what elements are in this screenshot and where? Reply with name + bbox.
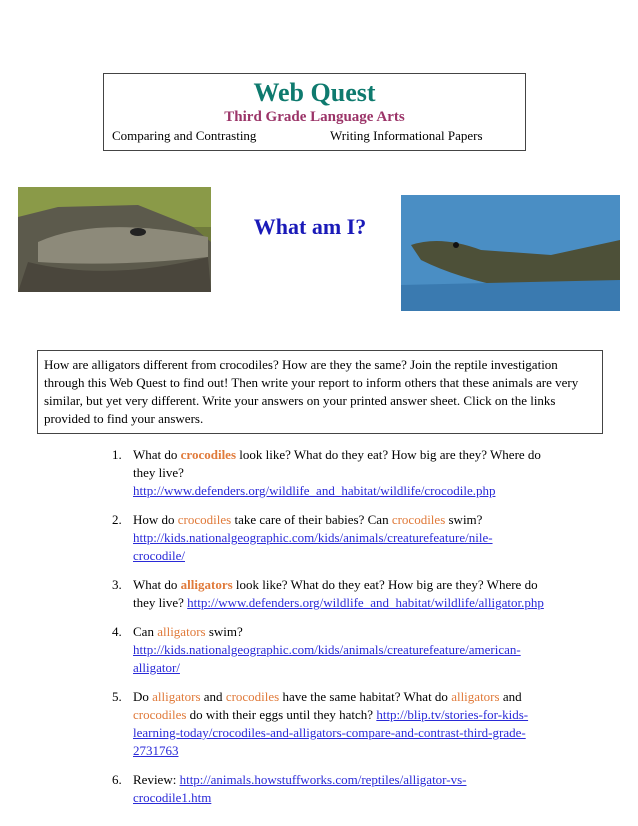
- item-number: 3.: [112, 577, 122, 592]
- resource-link[interactable]: http://www.defenders.org/wildlife_and_habitat/wildlife/alligator.php: [187, 595, 544, 610]
- resource-link[interactable]: http://blip.tv/stories-for-kids-learning-today/crocodiles-and-alligators-compare-and-contrast-third-grade-2731763: [133, 707, 529, 758]
- question-list: [112, 446, 544, 818]
- resource-link[interactable]: http://kids.nationalgeographic.com/kids/animals/creaturefeature/american-alligator/: [133, 642, 521, 675]
- text-span: What do: [133, 447, 181, 462]
- list-item: [112, 511, 544, 565]
- subtitle: Third Grade Language Arts: [224, 109, 405, 125]
- text-span: and: [200, 689, 226, 704]
- item-number: 6.: [112, 772, 122, 787]
- highlight-word: crocodiles: [133, 707, 187, 722]
- header-box: [103, 73, 526, 151]
- alligator-photo: [18, 187, 211, 292]
- resource-link[interactable]: http://www.defenders.org/wildlife_and_habitat/wildlife/crocodile.php: [133, 483, 496, 498]
- text-span: swim?: [445, 512, 483, 527]
- text-span: look like? What do they eat? How big are they? Where do they live?: [133, 577, 538, 610]
- text-span: and: [499, 689, 522, 704]
- question-heading: What am I?: [253, 214, 367, 239]
- text-span: Can: [133, 624, 158, 639]
- crocodile-photo: [401, 195, 620, 311]
- highlight-word: alligators: [451, 689, 500, 704]
- item-text: [133, 576, 544, 612]
- item-text: [133, 688, 544, 760]
- highlight-word: crocodiles: [391, 512, 446, 527]
- item-text: [133, 511, 544, 565]
- highlight-word: crocodiles: [180, 447, 237, 462]
- item-number: 1.: [112, 447, 122, 462]
- text-span: What do: [133, 577, 181, 592]
- highlight-word: alligators: [157, 624, 206, 639]
- text-span: swim?: [205, 624, 243, 639]
- text-span: How do: [133, 512, 178, 527]
- text-span: Do: [133, 689, 153, 704]
- topic-right: Writing Informational Papers: [330, 128, 483, 143]
- intro-box: How are alligators different from crocodiles? How are they the same? Join the reptile investigation through this Web Quest to find out! Then write your report to inform others that these animals are very similar, but yet very different. Write your answers on your printed answer sheet. Click on the links provided to find your answers.: [37, 350, 603, 434]
- resource-link[interactable]: http://kids.nationalgeographic.com/kids/animals/creaturefeature/nile-crocodile/: [133, 530, 493, 563]
- text-span: have the same habitat? What do: [279, 689, 452, 704]
- text-span: look like? What do they eat? How big are they? Where do they live?: [133, 447, 541, 480]
- topic-left: Comparing and Contrasting: [112, 128, 257, 143]
- item-text: [133, 771, 544, 807]
- list-item: [112, 688, 544, 760]
- item-text: [133, 623, 544, 677]
- item-number: 4.: [112, 624, 122, 639]
- page-title: Web Quest: [253, 78, 376, 107]
- item-number: 2.: [112, 512, 122, 527]
- text-span: do with their eggs until they hatch?: [186, 707, 377, 722]
- resource-link[interactable]: http://animals.howstuffworks.com/reptiles/alligator-vs-crocodile1.htm: [133, 772, 467, 805]
- list-item: [112, 771, 544, 807]
- highlight-word: crocodiles: [225, 689, 280, 704]
- highlight-word: crocodiles: [177, 512, 232, 527]
- item-text: [133, 446, 544, 500]
- text-span: Review:: [133, 772, 180, 787]
- highlight-word: alligators: [152, 689, 201, 704]
- list-item: [112, 576, 544, 612]
- list-item: [112, 623, 544, 677]
- highlight-word: alligators: [180, 577, 233, 592]
- item-number: 5.: [112, 689, 122, 704]
- list-item: [112, 446, 544, 500]
- text-span: take care of their babies? Can: [231, 512, 392, 527]
